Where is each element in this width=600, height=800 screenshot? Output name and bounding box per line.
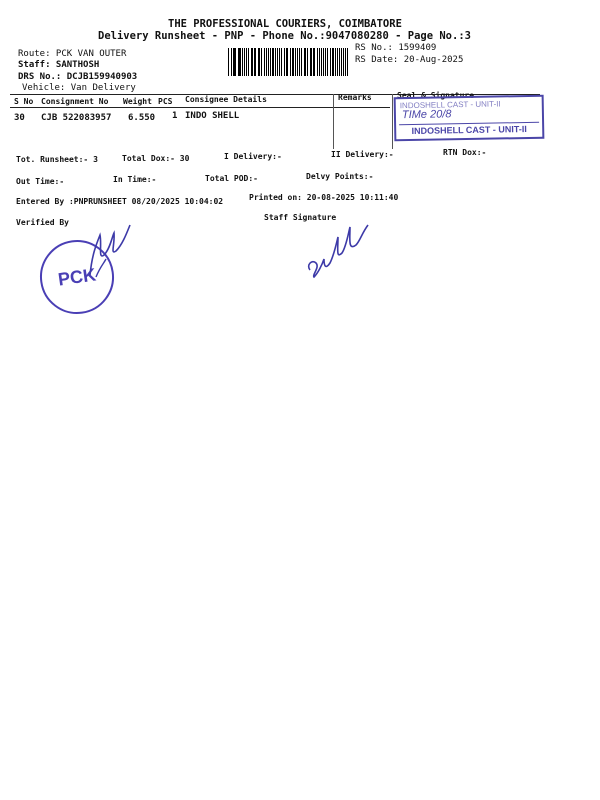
staff-label: Staff: SANTHOSH bbox=[18, 60, 100, 70]
in-time: In Time:- bbox=[113, 175, 157, 184]
total-dox: Total Dox:- 30 bbox=[122, 154, 190, 163]
verifier-signature bbox=[60, 215, 140, 295]
row-weight: 6.550 bbox=[128, 113, 156, 123]
row-pcs: 1 bbox=[172, 111, 178, 121]
col-seal: Seal & Signature bbox=[397, 91, 475, 100]
company-title: THE PROFESSIONAL COURIERS, COIMBATORE bbox=[168, 18, 402, 30]
row-consignee: INDO SHELL bbox=[185, 111, 240, 121]
route-label: Route: PCK VAN OUTER bbox=[18, 49, 127, 59]
entered-by: Entered By :PNPRUNSHEET 08/20/2025 10:04:02 bbox=[16, 197, 224, 206]
remarks-divider bbox=[333, 94, 334, 149]
verified-by: Verified By bbox=[16, 218, 69, 227]
col-consignment: Consignment No bbox=[41, 97, 109, 106]
rtn-dox: RTN Dox:- bbox=[443, 148, 487, 157]
total-pod: Total POD:- bbox=[205, 174, 258, 183]
stamp-top-text: INDOSHELL CAST - UNIT-II bbox=[399, 99, 501, 111]
col-remarks: Remarks bbox=[338, 93, 372, 102]
runsheet-title: Delivery Runsheet - PNP - Phone No.:9047080280 - Page No.:3 bbox=[98, 30, 471, 42]
rs-date: RS Date: 20-Aug-2025 bbox=[355, 55, 464, 65]
vehicle-label: Vehicle: Van Delivery bbox=[22, 83, 136, 93]
barcode bbox=[228, 48, 350, 76]
pck-stamp: PCK bbox=[35, 235, 119, 319]
staff-signature-label: Staff Signature bbox=[264, 213, 337, 222]
row-consignment: CJB 522083957 bbox=[41, 113, 112, 123]
row-sno: 30 bbox=[14, 113, 25, 123]
col-consignee: Consignee Details bbox=[185, 95, 267, 104]
stamp-handwriting: TIMe 20/8 bbox=[401, 108, 452, 122]
printed-on: Printed on: 20-08-2025 10:11:40 bbox=[249, 193, 399, 202]
i-delivery: I Delivery:- bbox=[224, 152, 282, 161]
rs-number: RS No.: 1599409 bbox=[355, 43, 437, 53]
tot-runsheet: Tot. Runsheet:- 3 bbox=[16, 155, 98, 164]
staff-signature bbox=[302, 215, 382, 285]
delvy-points: Delvy Points:- bbox=[306, 172, 374, 181]
drs-number: DRS No.: DCJB159940903 bbox=[18, 72, 138, 82]
stamp-bottom-text: INDOSHELL CAST - UNIT-II bbox=[399, 122, 539, 137]
col-pcs: PCS bbox=[158, 97, 173, 106]
ii-delivery: II Delivery:- bbox=[331, 150, 394, 159]
seal-stamp bbox=[394, 95, 545, 142]
col-sno: S No bbox=[14, 97, 34, 106]
col-weight: Weight bbox=[123, 97, 152, 106]
out-time: Out Time:- bbox=[16, 177, 65, 186]
